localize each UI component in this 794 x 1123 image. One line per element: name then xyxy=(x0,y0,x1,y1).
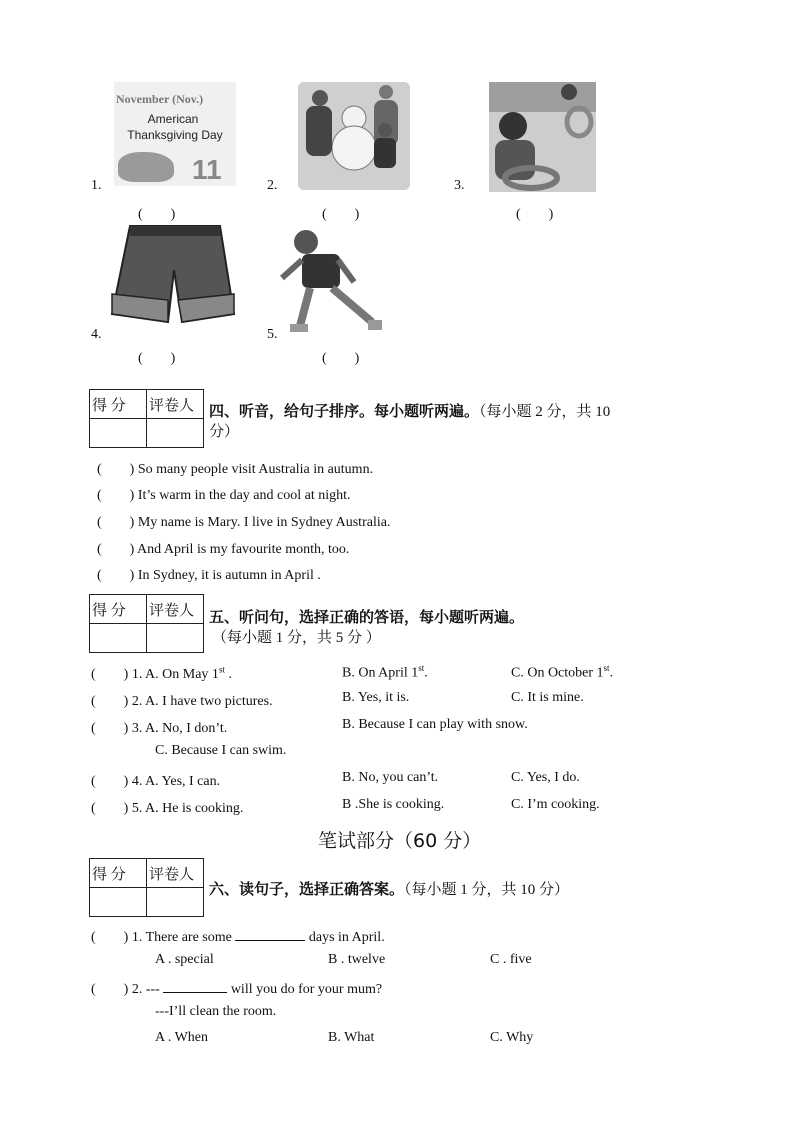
snowman-family-icon xyxy=(298,82,410,190)
picture-4-number: 4. xyxy=(91,327,102,342)
section6-heading xyxy=(209,878,569,899)
score-table-section4 xyxy=(89,389,204,448)
section6-q1-option-a: A . special xyxy=(155,952,214,967)
section6-q1-option-b: B . twelve xyxy=(328,952,386,967)
score-label: 得 分 xyxy=(90,859,147,888)
section5-q4: ( ) 4. A. Yes, I can. xyxy=(91,774,221,789)
section5-q4-option-b: B. No, you can’t. xyxy=(342,770,439,785)
picture-3-answer-paren: ( ) xyxy=(516,207,554,222)
score-table-section5 xyxy=(89,594,204,653)
section4-item-1: ( ) So many people visit Australia in autumn. xyxy=(97,462,374,477)
section5-q3-option-c: C. Because I can swim. xyxy=(155,743,287,758)
score-cell[interactable] xyxy=(90,419,147,448)
picture-1-answer-paren: ( ) xyxy=(138,207,176,222)
picture-3-number: 3. xyxy=(454,178,465,193)
section5-q3: ( ) 3. A. No, I don’t. xyxy=(91,721,228,736)
running-boy-image xyxy=(276,226,388,340)
snowman-family-image xyxy=(298,82,410,190)
section5-q3-option-b: B. Because I can play with snow. xyxy=(342,717,528,732)
section6-heading-text: 六、读句子，选择正确答案。 xyxy=(209,880,405,898)
section6-q2-option-c: C. Why xyxy=(490,1030,534,1045)
section4-item-2: ( ) It’s warm in the day and cool at night. xyxy=(97,488,351,503)
section4-item-3: ( ) My name is Mary. I live in Sydney Australia. xyxy=(97,515,391,530)
section6-q2-option-a: A . When xyxy=(155,1030,209,1045)
section5-q5-option-b: B .She is cooking. xyxy=(342,797,445,812)
score-table-section6 xyxy=(89,858,204,917)
score-label: 得 分 xyxy=(90,390,147,419)
section4-note-cont: 分） xyxy=(209,424,240,440)
section4-heading xyxy=(209,400,610,421)
q2-answer-blank[interactable] xyxy=(163,980,227,993)
section4-item-5: ( ) In Sydney, it is autumn in April . xyxy=(97,568,321,583)
section5-q5-option-c: C. I’m cooking. xyxy=(511,797,600,812)
section4-item-4: ( ) And April is my favourite month, too. xyxy=(97,542,350,557)
calendar-text-american: American xyxy=(147,112,199,126)
section4-note: （每小题 2 分，共 10 xyxy=(479,404,611,420)
shorts-image xyxy=(110,222,236,334)
turkey-icon xyxy=(118,152,174,182)
section5-q1-option-c: C. On October 1st. xyxy=(511,663,614,681)
swimming-kids-image xyxy=(489,82,596,192)
shorts-icon xyxy=(110,222,236,334)
picture-5-answer-paren: ( ) xyxy=(322,351,360,366)
section5-note: （每小题 1 分，共 5 分 ） xyxy=(212,630,381,646)
running-boy-icon xyxy=(276,226,388,340)
calendar-month-text: November (Nov.) xyxy=(116,92,204,106)
written-part-title: 笔试部分（60 分） xyxy=(318,830,482,852)
grader-cell[interactable] xyxy=(147,419,204,448)
grader-cell[interactable] xyxy=(147,888,204,917)
picture-5-number: 5. xyxy=(267,327,278,342)
picture-4-answer-paren: ( ) xyxy=(138,351,176,366)
thanksgiving-calendar-image xyxy=(114,82,236,186)
section5-q1: ( ) 1. A. On May 1st . xyxy=(91,664,232,682)
grader-label: 评卷人 xyxy=(147,390,204,419)
calendar-text-thanksgiving: Thanksgiving Day xyxy=(127,128,223,142)
score-label: 得 分 xyxy=(90,595,147,624)
section5-q2-option-c: C. It is mine. xyxy=(511,690,584,705)
section6-q1: ( ) 1. There are some days in April. xyxy=(91,930,385,945)
section5-heading: 五、听问句，选择正确的答语，每小题听两遍。 xyxy=(209,608,525,626)
section6-q2-option-b: B. What xyxy=(328,1030,375,1045)
picture-1-number: 1. xyxy=(91,178,102,193)
section5-q2-option-b: B. Yes, it is. xyxy=(342,690,410,705)
section6-q1-option-c: C . five xyxy=(490,952,532,967)
section5-q5: ( ) 5. A. He is cooking. xyxy=(91,801,244,816)
score-cell[interactable] xyxy=(90,888,147,917)
section5-q2: ( ) 2. A. I have two pictures. xyxy=(91,694,273,709)
swimming-kids-icon xyxy=(489,82,596,192)
grader-cell[interactable] xyxy=(147,624,204,653)
picture-2-answer-paren: ( ) xyxy=(322,207,360,222)
section6-q2-answer: ---I’ll clean the room. xyxy=(155,1004,277,1019)
section6-note: （每小题 1 分，共 10 分） xyxy=(404,882,570,898)
section6-q2: ( ) 2. --- will you do for your mum? xyxy=(91,982,383,997)
section5-q4-option-c: C. Yes, I do. xyxy=(511,770,580,785)
score-cell[interactable] xyxy=(90,624,147,653)
picture-2-number: 2. xyxy=(267,178,278,193)
calendar-day-number: 11 xyxy=(192,154,222,185)
section5-q1-option-b: B. On April 1st. xyxy=(342,663,428,681)
grader-label: 评卷人 xyxy=(147,859,204,888)
grader-label: 评卷人 xyxy=(147,595,204,624)
section4-heading-text: 四、听音，给句子排序。每小题听两遍。 xyxy=(209,402,480,420)
q1-answer-blank[interactable] xyxy=(235,928,305,941)
